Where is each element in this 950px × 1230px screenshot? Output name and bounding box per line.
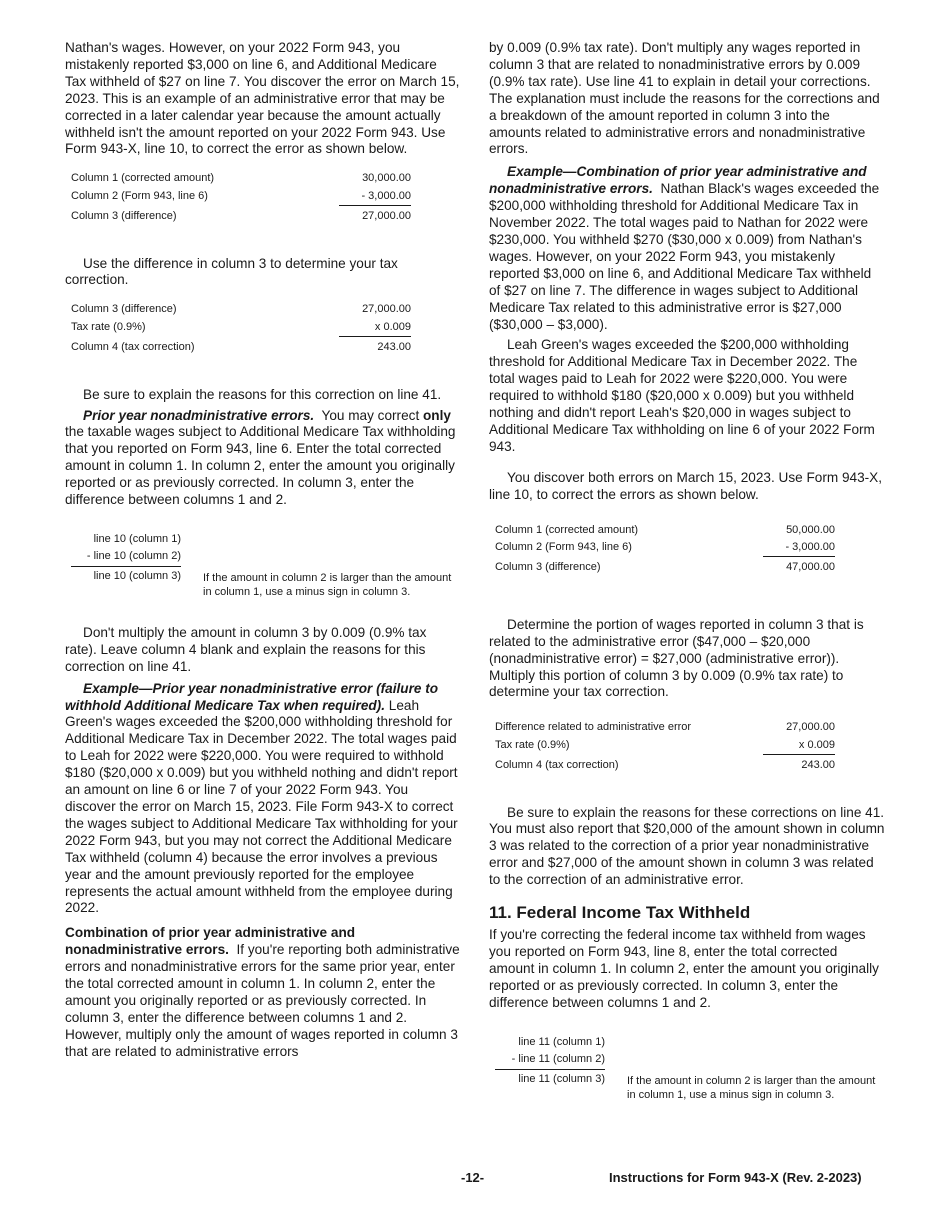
table-row	[71, 206, 411, 226]
formula-note: If the amount in column 2 is larger than the amount in column 1, use a minus sign in column 3.	[203, 571, 452, 599]
calc-table	[71, 170, 411, 225]
paragraph: If you're correcting the federal income tax withheld from wages you reported on Form 943, line 8, enter the total corrected amount in column 1. In column 2, enter the amount you originally reported or as previously corrected. In column 3, enter the difference between columns 1 and 2.	[489, 927, 879, 1010]
paragraph: Nathan's wages. However, on your 2022 Form 943, you mistakenly reported $3,000 on line 6, and Additional Medicare Tax withheld of $27 on line 7. You discover the error on March 15, 2023. This is an example of an administrative error that may be corrected in a later calendar year because the amount actually withheld isn't the amount reported on your 2022 Form 943. Use Form 943-X, line 10, to correct the error as shown below.	[65, 40, 460, 157]
row-value: 50,000.00	[786, 523, 835, 536]
row-value: - 3,000.00	[763, 539, 835, 557]
table-row	[495, 719, 835, 736]
paragraph	[65, 681, 461, 918]
paragraph-heading: Combination of prior year administrative and nonadministrative errors.	[65, 925, 356, 958]
page-number: -12-	[461, 1170, 485, 1185]
row-value: x 0.009	[763, 737, 835, 755]
row-label: Column 4 (tax correction)	[495, 758, 619, 771]
formula-rule	[495, 1069, 605, 1070]
row-value: 27,000.00	[786, 721, 835, 734]
paragraph-text: the taxable wages subject to Additional Medicare Tax withholding that you reported on Form 943, line 6. Enter the total corrected amount in column 1. In column 2, enter the amount you originally reported or as previously corrected. In column 3, enter the difference between columns 1 and 2.	[65, 424, 456, 508]
row-label: Column 2 (Form 943, line 6)	[495, 540, 632, 553]
calc-table	[495, 522, 835, 577]
paragraph: Leah Green's wages exceeded the $200,000 withholding threshold for Additional Medicare Tax in December 2022. The total wages paid to Leah for 2022 were $220,000. You were required to withhold $180 ($20,000 x 0.009) but you withheld nothing and didn't report Leah's $20,000 in wages subject to Additional Medicare Tax withholding on line 6 of your 2022 Form 943.	[489, 337, 875, 454]
paragraph-text: You may correct	[321, 407, 423, 423]
row-label: Column 2 (Form 943, line 6)	[71, 189, 208, 202]
row-value: 47,000.00	[786, 561, 835, 574]
left-column	[65, 40, 461, 1061]
row-label: Column 3 (difference)	[71, 303, 177, 316]
row-value: - 3,000.00	[339, 188, 411, 206]
table-row	[71, 188, 411, 206]
row-value: 27,000.00	[362, 303, 411, 316]
row-value: 243.00	[377, 341, 411, 354]
formula-rule	[71, 566, 181, 567]
row-value: 243.00	[801, 759, 835, 772]
paragraph: Use the difference in column 3 to determine your tax correction.	[65, 255, 398, 288]
table-row	[495, 557, 835, 577]
row-label: Column 1 (corrected amount)	[71, 172, 215, 185]
calc-table	[71, 301, 411, 356]
formula-block	[65, 531, 461, 617]
table-row	[71, 170, 411, 187]
row-value: 30,000.00	[362, 172, 411, 185]
paragraph-text: Nathan Black's wages exceeded the $200,000 withholding threshold for Additional Medicare Tax in November 2022. The total wages paid to Nathan for 2022 were $230,000. You withheld $270 ($30,000 x 0.009) from Nathan's wages. However, on your 2022 Form 943, you mistakenly reported $3,000 on line 6, and Additional Medicare Tax withheld of $27 on line 7. The difference in wages subject to Additional Medicare Tax related to this administrative error is $27,000 ($30,000 – $3,000).	[489, 181, 880, 332]
paragraph: Determine the portion of wages reported in column 3 that is related to the administrative error ($47,000 – $20,000 (nonadministrative error) = $27,000 (administrative error)). Multiply this portion of column 3 by 0.009 (0.9% tax rate) to determine your tax correction.	[489, 616, 864, 700]
row-value: 27,000.00	[362, 210, 411, 223]
table-row	[71, 319, 411, 337]
table-row	[495, 539, 835, 557]
paragraph-heading: Prior year nonadministrative errors.	[83, 407, 315, 423]
row-value: x 0.009	[339, 319, 411, 337]
table-row	[495, 755, 835, 775]
row-label: Column 1 (corrected amount)	[495, 523, 639, 536]
row-label: Column 3 (difference)	[495, 560, 601, 573]
paragraph-heading: Example—Prior year nonadministrative error (failure to withhold Additional Medicare Tax when required).	[65, 680, 439, 713]
table-row	[71, 301, 411, 318]
formula-line: - line 11 (column 2)	[511, 1052, 605, 1065]
formula-line: - line 10 (column 2)	[86, 549, 181, 562]
formula-line: line 10 (column 1)	[93, 532, 181, 545]
row-label: Column 3 (difference)	[71, 209, 177, 222]
paragraph: Be sure to explain the reasons for this correction on line 41.	[83, 386, 442, 402]
table-row	[495, 522, 835, 539]
paragraph	[65, 408, 461, 509]
document-title: Instructions for Form 943-X (Rev. 2-2023)	[609, 1170, 862, 1185]
formula-line: line 10 (column 3)	[93, 569, 181, 582]
formula-line: line 11 (column 1)	[518, 1035, 605, 1048]
paragraph-text: Leah Green's wages exceeded the $200,000 withholding threshold for Additional Medicare Tax in December 2022. The total wages paid to Leah for 2022 were $220,000. You were required to withhold $180 ($20,000 x 0.009) but you withheld nothing and didn't report an amount on line 6 or line 7 of your 2022 Form 943. You discover the error on March 15, 2023. File Form 943-X to correct the wages subject to Additional Medicare Tax withholding for your 2022 Form 943, but you may not correct the Additional Medicare Tax withheld (column 4) because the error involves a previous year and the amount previously reported for the employee represents the actual amount withheld from the employee during 2022.	[65, 697, 458, 916]
row-label: Tax rate (0.9%)	[495, 738, 570, 751]
formula-line: line 11 (column 3)	[518, 1072, 605, 1085]
paragraph-text: If you're reporting both administrative errors and nonadministrative errors for the same prior year, enter the total corrected amount in column 1. In column 2, enter the amount you originally reported or as previously corrected. In column 3, enter the difference between columns 1 and 2. However, multiply only the amount of wages reported in column 3 that are related to administrative errors	[65, 942, 460, 1059]
paragraph: You discover both errors on March 15, 2023. Use Form 943-X, line 10, to correct the errors as shown below.	[489, 469, 883, 502]
paragraph: Be sure to explain the reasons for these corrections on line 41. You must also report that $20,000 of the amount shown in column 3 was related to the correction of a prior year nonadministrative error and $27,000 of the amount shown in column 3 was related to the correction of an administrative error.	[489, 804, 885, 888]
table-row	[71, 337, 411, 357]
row-label: Tax rate (0.9%)	[71, 320, 146, 333]
paragraph-heading: Example—Combination of prior year administrative and nonadministrative errors.	[489, 164, 867, 197]
calc-table	[495, 719, 835, 774]
emphasis-text: only	[423, 407, 451, 423]
row-label: Difference related to administrative error	[495, 721, 692, 734]
row-label: Column 4 (tax correction)	[71, 340, 195, 353]
paragraph	[489, 164, 885, 333]
paragraph: by 0.009 (0.9% tax rate). Don't multiply any wages reported in column 3 that are related to nonadministrative errors by 0.009 (0.9% tax rate). Use line 41 to explain in detail your corrections. The explanation must include the reasons for the corrections and a breakdown of the amount reported in column 3 into the amounts related to administrative errors and nonadministrative errors.	[489, 40, 880, 157]
table-row	[495, 737, 835, 755]
section-heading: 11. Federal Income Tax Withheld	[489, 903, 751, 923]
paragraph	[65, 925, 461, 1060]
paragraph: Don't multiply the amount in column 3 by 0.009 (0.9% tax rate). Leave column 4 blank and explain the reasons for this correction on line 41.	[65, 624, 427, 674]
formula-note: If the amount in column 2 is larger than the amount in column 1, use a minus sign in column 3.	[627, 1074, 876, 1102]
right-column	[489, 40, 885, 1120]
formula-block	[489, 1034, 885, 1120]
